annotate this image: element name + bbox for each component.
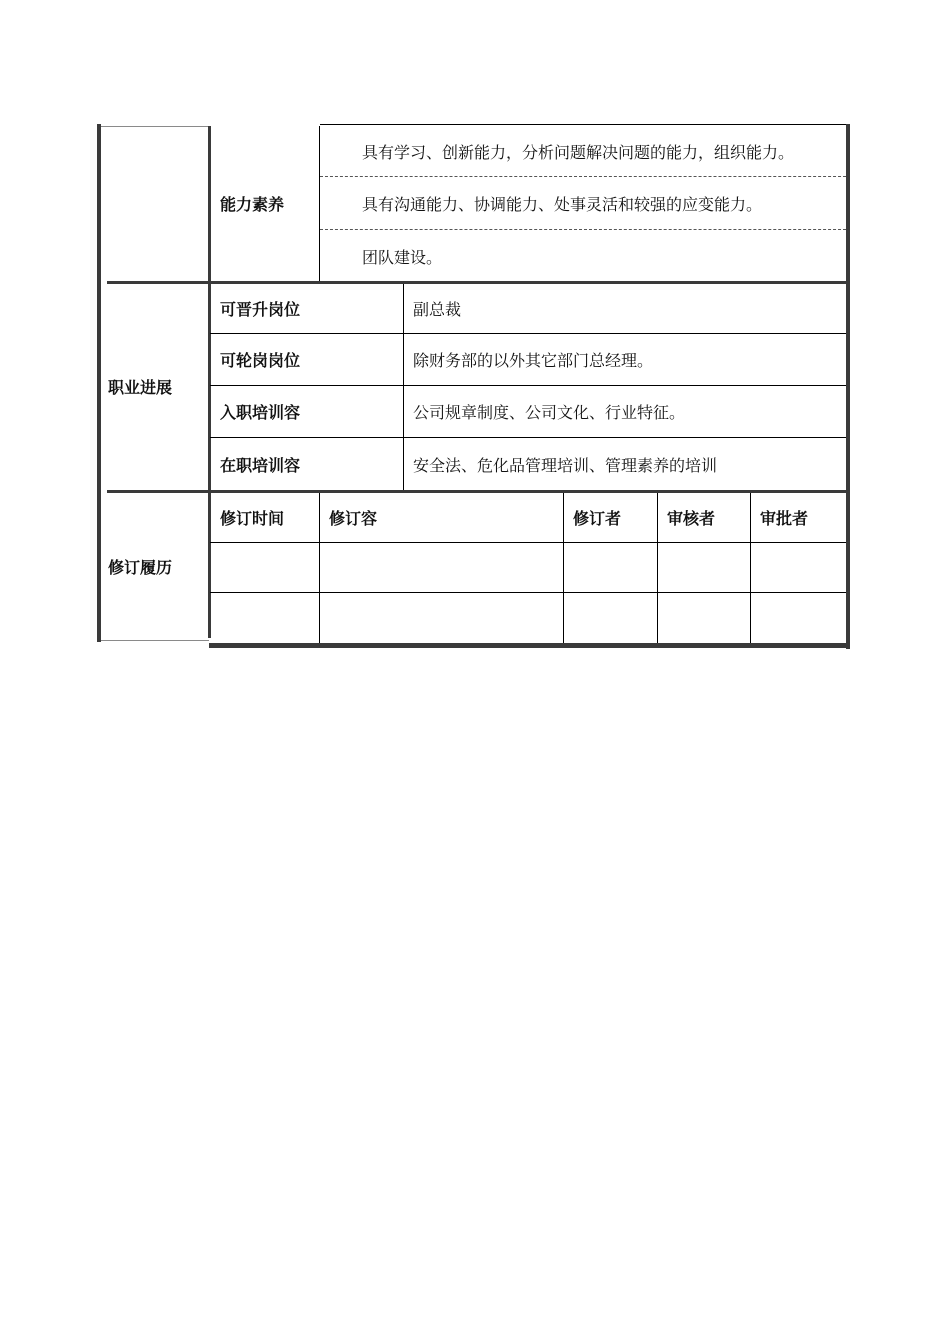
table-bottom-border-left [101, 640, 209, 641]
rev-header-reviewer: 审核者 [667, 509, 716, 528]
career-row-3-label: 入职培训容 [220, 403, 301, 422]
ability-item-1: 具有学习、创新能力，分析问题解决问题的能力，组织能力。 [362, 142, 795, 162]
revision-label: 修订履历 [108, 557, 173, 577]
rev-row-1 [210, 542, 846, 543]
table-left-border [97, 124, 101, 642]
rev-col-1 [319, 493, 320, 643]
rev-row-2 [210, 592, 846, 593]
career-row-4-value: 安全法、危化品管理培训、管理素养的培训 [413, 455, 718, 475]
ability-label: 能力素养 [220, 194, 285, 214]
col-divider-ability [319, 126, 320, 282]
table-top-border-left [101, 126, 209, 127]
section-divider-career [107, 281, 847, 284]
col-divider-1 [208, 126, 211, 638]
career-label: 职业进展 [108, 377, 173, 397]
career-row-4-label: 在职培训容 [220, 455, 301, 475]
table-top-border [320, 124, 850, 125]
ability-item-2: 具有沟通能力、协调能力、处事灵活和较强的应变能力。 [362, 194, 763, 214]
career-row-2-value: 除财务部的以外其它部门总经理。 [413, 351, 654, 370]
col-divider-career [403, 284, 404, 491]
rev-header-content: 修订容 [329, 509, 378, 528]
table-right-border [846, 124, 850, 649]
rev-header-reviser: 修订者 [573, 509, 622, 528]
ability-dash-2 [320, 229, 846, 230]
section-divider-revision [107, 490, 847, 493]
rev-col-4 [750, 493, 751, 643]
rev-header-time: 修订时间 [220, 509, 285, 528]
career-row-3-value: 公司规章制度、公司文化、行业特征。 [413, 403, 686, 422]
career-row-2-label: 可轮岗岗位 [220, 351, 301, 370]
rev-col-3 [657, 493, 658, 643]
ability-item-3: 团队建设。 [362, 247, 443, 267]
career-row-1-label: 可晋升岗位 [220, 300, 301, 319]
ability-dash-1 [320, 176, 846, 177]
career-row-1-value: 副总裁 [413, 300, 462, 319]
table-bottom-border [209, 643, 850, 648]
rev-header-approver: 审批者 [760, 509, 809, 528]
rev-col-2 [563, 493, 564, 643]
